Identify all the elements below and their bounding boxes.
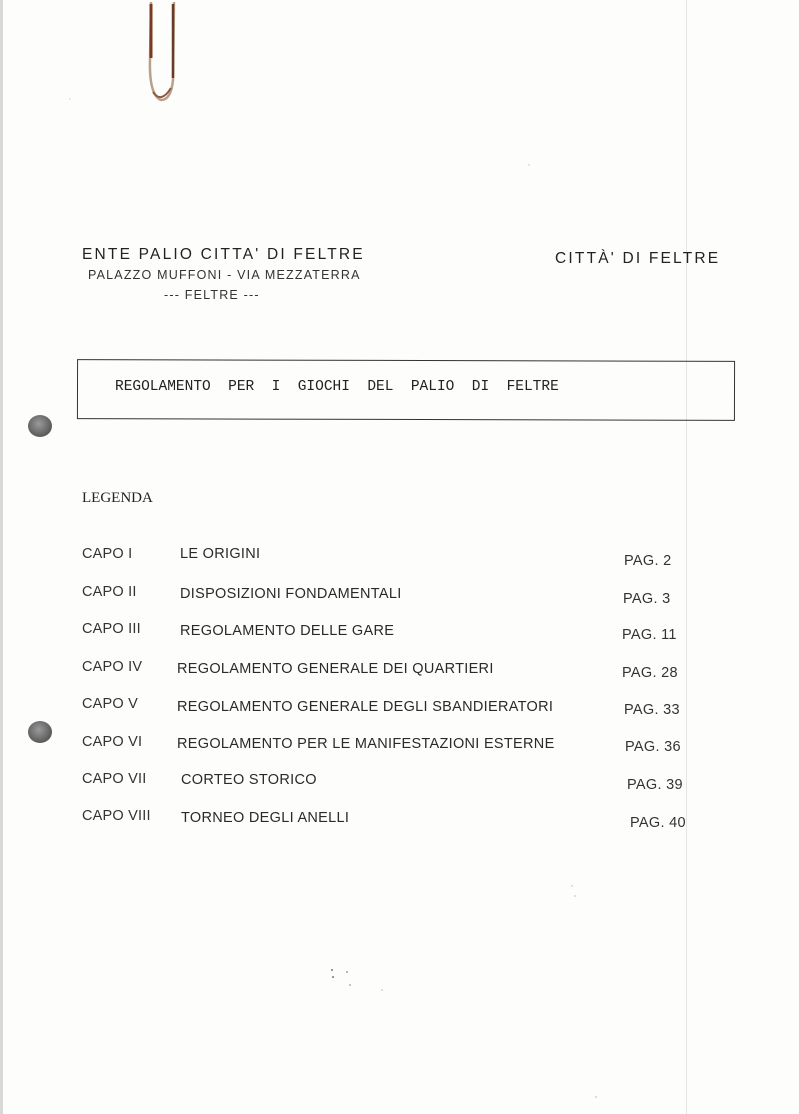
toc-capo: CAPO I — [82, 546, 133, 562]
toc-title: REGOLAMENTO GENERALE DEGLI SBANDIERATORI — [177, 699, 554, 715]
toc-capo: CAPO III — [82, 621, 141, 637]
org-address: PALAZZO MUFFONI - VIA MEZZATERRA — [88, 268, 361, 282]
toc-capo: CAPO IV — [82, 659, 143, 675]
toc-title: CORTEO STORICO — [181, 772, 317, 788]
toc-capo: CAPO VII — [82, 771, 147, 787]
toc-page: PAG. 39 — [627, 777, 683, 793]
org-name: ENTE PALIO CITTA' DI FELTRE — [82, 246, 365, 263]
toc-title: TORNEO DEGLI ANELLI — [181, 810, 350, 826]
toc-page: PAG. 28 — [622, 665, 678, 681]
legend-heading: LEGENDA — [82, 490, 153, 506]
toc-capo: CAPO V — [82, 696, 138, 712]
city-heading: CITTÀ' DI FELTRE — [555, 250, 721, 267]
toc-page: PAG. 36 — [625, 739, 681, 755]
toc-title: LE ORIGINI — [180, 546, 261, 562]
toc-capo: CAPO VI — [82, 734, 143, 750]
toc-page: PAG. 2 — [624, 553, 672, 569]
toc-capo: CAPO VIII — [82, 808, 151, 824]
toc-page: PAG. 3 — [623, 591, 671, 607]
toc-title: REGOLAMENTO PER LE MANIFESTAZIONI ESTERNE — [177, 736, 555, 752]
toc-page: PAG. 33 — [624, 702, 680, 718]
toc-title: REGOLAMENTO GENERALE DEI QUARTIERI — [177, 661, 494, 677]
toc-title: DISPOSIZIONI FONDAMENTALI — [180, 586, 402, 602]
org-city: --- FELTRE --- — [164, 288, 260, 302]
toc-page: PAG. 40 — [630, 815, 686, 831]
toc-title: REGOLAMENTO DELLE GARE — [180, 623, 395, 639]
toc-page: PAG. 11 — [622, 627, 677, 643]
document-title: REGOLAMENTO PER I GIOCHI DEL PALIO DI FELTRE — [115, 379, 559, 395]
toc-capo: CAPO II — [82, 584, 137, 600]
